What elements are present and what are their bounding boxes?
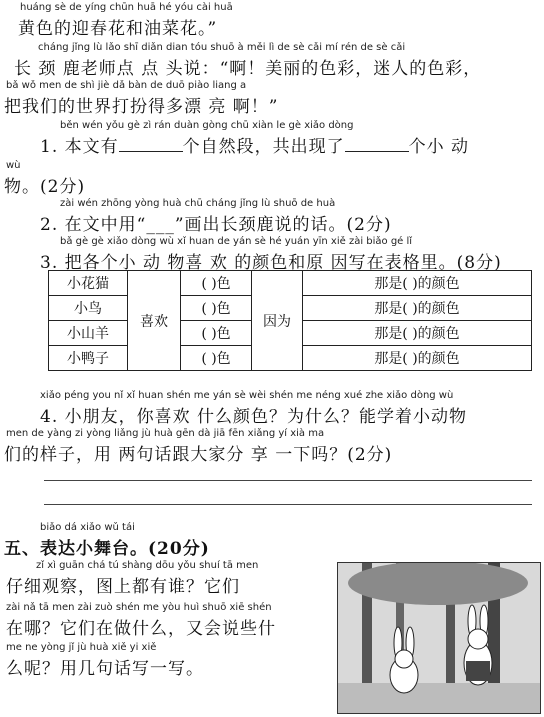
reason-cell[interactable]: 那是( )的颜色 xyxy=(303,271,532,296)
question-3: 3. 把各个小 动 物喜 欢 的颜色和原 因写在表格里。(8分) xyxy=(40,253,502,273)
color-cell[interactable]: ( )色 xyxy=(181,271,252,296)
table-row xyxy=(49,271,532,296)
blank-paragraphs[interactable] xyxy=(119,137,183,152)
pinyin-line: zài nǎ tā men zài zuò shén me yòu huì shuō xiē shén xyxy=(6,602,272,613)
text-line: 么呢？用几句话写一写。 xyxy=(6,659,204,679)
text-line: 物。(2分) xyxy=(4,177,86,197)
color-cell[interactable]: ( )色 xyxy=(181,321,252,346)
text-line: 仔细观察，图上都有谁？它们 xyxy=(6,577,240,597)
rabbits-picture xyxy=(337,562,541,714)
pinyin-line: bǎ gè gè xiǎo dòng wù xǐ huan de yán sè hé yuán yīn xiě zài biǎo gé lǐ xyxy=(60,236,413,247)
reason-cell[interactable]: 那是( )的颜色 xyxy=(303,321,532,346)
reason-cell[interactable]: 那是( )的颜色 xyxy=(303,296,532,321)
pinyin-line: biǎo dá xiǎo wǔ tái xyxy=(40,522,135,533)
pinyin-line: zǐ xì guān chá tú shàng dōu yǒu shuí tā men xyxy=(36,560,259,571)
pinyin-line: wù xyxy=(6,160,21,171)
question-1 xyxy=(40,132,469,157)
color-cell[interactable]: ( )色 xyxy=(181,296,252,321)
question-2: 2. 在文中用“___”画出长颈鹿说的话。(2分) xyxy=(40,215,392,235)
pinyin-line: xiǎo péng you nǐ xǐ huan shén me yán sè wèi shén me néng xué zhe xiǎo dòng wù xyxy=(40,390,454,401)
question-4: 4. 小朋友，你喜欢 什么颜色？为什么？能学着小动物 xyxy=(40,407,468,427)
animal-cell: 小山羊 xyxy=(49,321,128,346)
animal-cell: 小鸟 xyxy=(49,296,128,321)
animal-cell: 小花猫 xyxy=(49,271,128,296)
color-cell[interactable]: ( )色 xyxy=(181,346,252,371)
text-line: 把我们的世界打扮得多漂 亮 啊！” xyxy=(4,97,279,117)
q1-text-b: 个自然段，共出现了 xyxy=(182,137,345,157)
section-5-title: 五、表达小舞台。(20分) xyxy=(4,539,210,559)
like-cell: 喜欢 xyxy=(128,271,181,371)
pinyin-line: huáng sè de yíng chūn huā hé yóu cài huā xyxy=(20,2,233,13)
pinyin-line: cháng jǐng lù lǎo shī diǎn dian tóu shuō à měi lì de sè cǎi mí rén de sè cǎi xyxy=(38,42,406,53)
text-line: 长 颈 鹿老师点 点 头说：“啊！美丽的色彩，迷人的色彩， xyxy=(14,59,482,79)
pinyin-line: bǎ wǒ men de shì jiè dǎ bàn de duō piào liang a xyxy=(6,80,247,91)
blank-animals[interactable] xyxy=(345,137,409,152)
text-line: 在哪？它们在做什么，又会说些什 xyxy=(6,619,276,639)
text-line: 黄色的迎春花和油菜花。” xyxy=(18,19,218,39)
q1-text-a: 1. 本文有 xyxy=(40,137,119,157)
pinyin-line: běn wén yǒu gè zì rán duàn gòng chū xiàn le gè xiǎo dòng xyxy=(60,120,354,131)
answer-line[interactable] xyxy=(44,480,532,481)
q1-text-c: 个小 动 xyxy=(408,137,470,157)
reason-cell[interactable]: 那是( )的颜色 xyxy=(303,346,532,371)
pinyin-line: me ne yòng jǐ jù huà xiě yi xiě xyxy=(6,642,157,653)
text-line: 们的样子，用 两句话跟大家分 享 一下吗？(2分) xyxy=(4,445,393,465)
animal-cell: 小鸭子 xyxy=(49,346,128,371)
answer-line[interactable] xyxy=(44,504,532,505)
pinyin-line: men de yàng zi yòng liǎng jù huà gēn dà jiā fēn xiǎng yí xià ma xyxy=(6,428,325,439)
because-cell: 因为 xyxy=(252,271,303,371)
pinyin-line: zài wén zhōng yòng huà chū cháng jǐng lù shuō de huà xyxy=(60,198,336,209)
answer-table xyxy=(48,270,532,371)
